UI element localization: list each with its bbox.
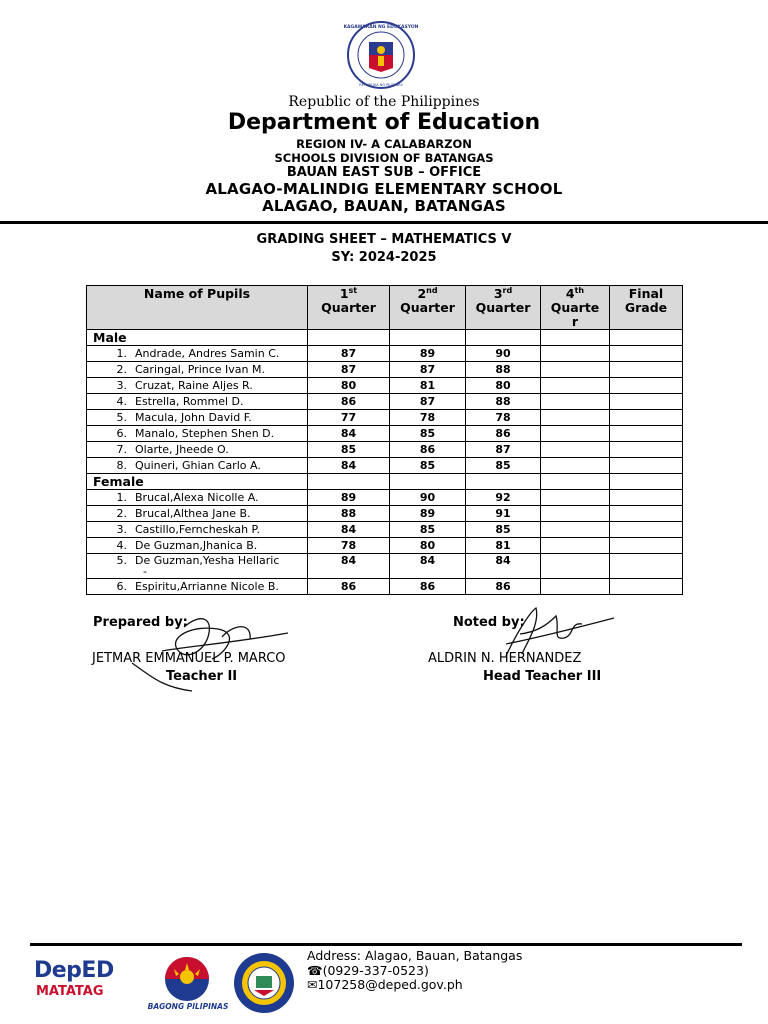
grade-q4 [541,506,610,522]
grade-q2: 85 [390,458,466,474]
table-row [87,538,683,554]
republic-text: Republic of the Philippines [288,94,480,110]
grade-final [610,346,683,362]
grade-q3: 90 [466,346,541,362]
pupil-name: 4. De Guzman,Jhanica B. [87,538,308,554]
grade-q4 [541,490,610,506]
footer-address: Address: Alagao, Bauan, Batangas [307,948,523,963]
grade-q4 [541,410,610,426]
grade-q1: 88 [308,506,390,522]
grade-final [610,410,683,426]
grade-q3: 78 [466,410,541,426]
grade-final [610,579,683,595]
grade-q3: 87 [466,442,541,458]
sheet-title: GRADING SHEET – MATHEMATICS V [256,232,512,247]
noted-by-label: Noted by: [453,615,525,630]
footer-phone: ☎(0929-337-0523) [307,963,429,978]
grade-q3: 85 [466,522,541,538]
grade-q2: 86 [390,579,466,595]
grade-final [610,442,683,458]
grade-q1: 84 [308,458,390,474]
grade-q2: 87 [390,394,466,410]
grade-q4 [541,362,610,378]
grade-q1: 84 [308,426,390,442]
grade-q1: 86 [308,394,390,410]
grade-q2: 89 [390,346,466,362]
deped-seal-icon [339,20,423,90]
grade-q2: 80 [390,538,466,554]
pupil-name: 1. Andrade, Andres Samin C. [87,346,308,362]
svg-text:KAGAWARAN NG EDUKASYON: KAGAWARAN NG EDUKASYON [343,25,419,30]
grade-q4 [541,458,610,474]
grade-q4 [541,442,610,458]
grade-q4 [541,378,610,394]
header-divider [0,221,768,224]
pupil-name: 8. Quineri, Ghian Carlo A. [87,458,308,474]
female-label: Female [87,474,308,490]
grade-q1: 87 [308,346,390,362]
grade-q2: 78 [390,410,466,426]
grade-q2: 81 [390,378,466,394]
grade-q2: 87 [390,362,466,378]
grade-q2: 85 [390,426,466,442]
school-address: ALAGAO, BAUAN, BATANGAS [262,197,506,215]
table-row [87,506,683,522]
pupil-name: 1. Brucal,Alexa Nicolle A. [87,490,308,506]
grade-q3: 80 [466,378,541,394]
grade-q3: 88 [466,394,541,410]
table-row [87,579,683,595]
grade-q3: 81 [466,538,541,554]
grade-q1: 89 [308,490,390,506]
grade-q2: 90 [390,490,466,506]
deped-matatag-logo: DepED MATATAG [34,958,114,999]
section-female [87,474,683,490]
prepared-by-position: Teacher II [166,669,238,684]
school-year: SY: 2024-2025 [331,250,437,265]
table-row [87,346,683,362]
sub-office-text: BAUAN EAST SUB – OFFICE [286,165,482,180]
grade-q4 [541,579,610,595]
grade-final [610,538,683,554]
grade-q3: 88 [466,362,541,378]
grade-q3: 85 [466,458,541,474]
pupil-name: 6. Manalo, Stephen Shen D. [87,426,308,442]
table-row [87,378,683,394]
pupil-name: 2. Brucal,Althea Jane B. [87,506,308,522]
grade-q1: 78 [308,538,390,554]
pupil-name: 5. De Guzman,Yesha Hellaric - [87,554,308,579]
school-name: ALAGAO-MALINDIG ELEMENTARY SCHOOL [205,180,563,198]
noted-by-name: ALDRIN N. HERNANDEZ [428,651,582,666]
table-row [87,442,683,458]
table-row [87,554,683,579]
table-row [87,394,683,410]
header-q4: 4th Quarte r [541,286,610,330]
footer-divider [30,943,742,946]
prepared-by-name: JETMAR EMMANUEL P. MARCO [92,651,286,666]
grade-final [610,490,683,506]
grade-q1: 80 [308,378,390,394]
pupil-name: 5. Macula, John David F. [87,410,308,426]
pupil-name: 7. Olarte, Jheede O. [87,442,308,458]
grade-q1: 77 [308,410,390,426]
grade-q2: 85 [390,522,466,538]
table-row [87,426,683,442]
pupil-name: 2. Caringal, Prince Ivan M. [87,362,308,378]
grading-table [86,285,683,595]
grade-q1: 84 [308,554,390,579]
pupil-name: 3. Castillo,Ferncheskah P. [87,522,308,538]
grade-q4 [541,346,610,362]
grade-q3: 92 [466,490,541,506]
grade-final [610,362,683,378]
grade-q2: 84 [390,554,466,579]
grade-final [610,522,683,538]
header-q2: 2nd Quarter [390,286,466,330]
grade-q4 [541,394,610,410]
table-row [87,490,683,506]
school-logo-icon [232,952,296,1014]
table-row [87,522,683,538]
footer-email: ✉107258@deped.gov.ph [307,977,463,992]
grade-final [610,458,683,474]
grade-q1: 84 [308,522,390,538]
header-q3: 3rd Quarter [466,286,541,330]
grade-q4 [541,522,610,538]
grade-q4 [541,538,610,554]
header-q1: 1st Quarter [308,286,390,330]
grade-final [610,506,683,522]
pupil-name: 4. Estrella, Rommel D. [87,394,308,410]
grade-q3: 86 [466,579,541,595]
prepared-by-label: Prepared by: [93,615,188,630]
pupil-name: 6. Espiritu,Arrianne Nicole B. [87,579,308,595]
table-row [87,410,683,426]
grade-final [610,394,683,410]
table-row [87,362,683,378]
pupil-name: 3. Cruzat, Raine Aljes R. [87,378,308,394]
grade-q1: 87 [308,362,390,378]
svg-text:REPUBLIKA NG PILIPINAS: REPUBLIKA NG PILIPINAS [359,83,403,87]
department-title: Department of Education [227,110,541,135]
grade-final [610,426,683,442]
bagong-pilipinas-label: BAGONG PILIPINAS [147,1002,229,1011]
grade-q4 [541,554,610,579]
grade-final [610,554,683,579]
grade-q2: 86 [390,442,466,458]
grade-q3: 91 [466,506,541,522]
grade-q4 [541,426,610,442]
header-final: Final Grade [610,286,683,330]
male-label: Male [87,330,308,346]
region-text: REGION IV- A CALABARZON [296,137,472,151]
section-male [87,330,683,346]
grade-q1: 86 [308,579,390,595]
grade-q2: 89 [390,506,466,522]
grade-q3: 84 [466,554,541,579]
division-text: SCHOOLS DIVISION OF BATANGAS [274,151,494,165]
header-name: Name of Pupils [87,286,308,330]
table-row [87,458,683,474]
grade-q1: 85 [308,442,390,458]
grade-final [610,378,683,394]
noted-by-position: Head Teacher III [483,669,602,684]
bagong-pilipinas-logo-icon [148,953,226,1003]
grade-q3: 86 [466,426,541,442]
